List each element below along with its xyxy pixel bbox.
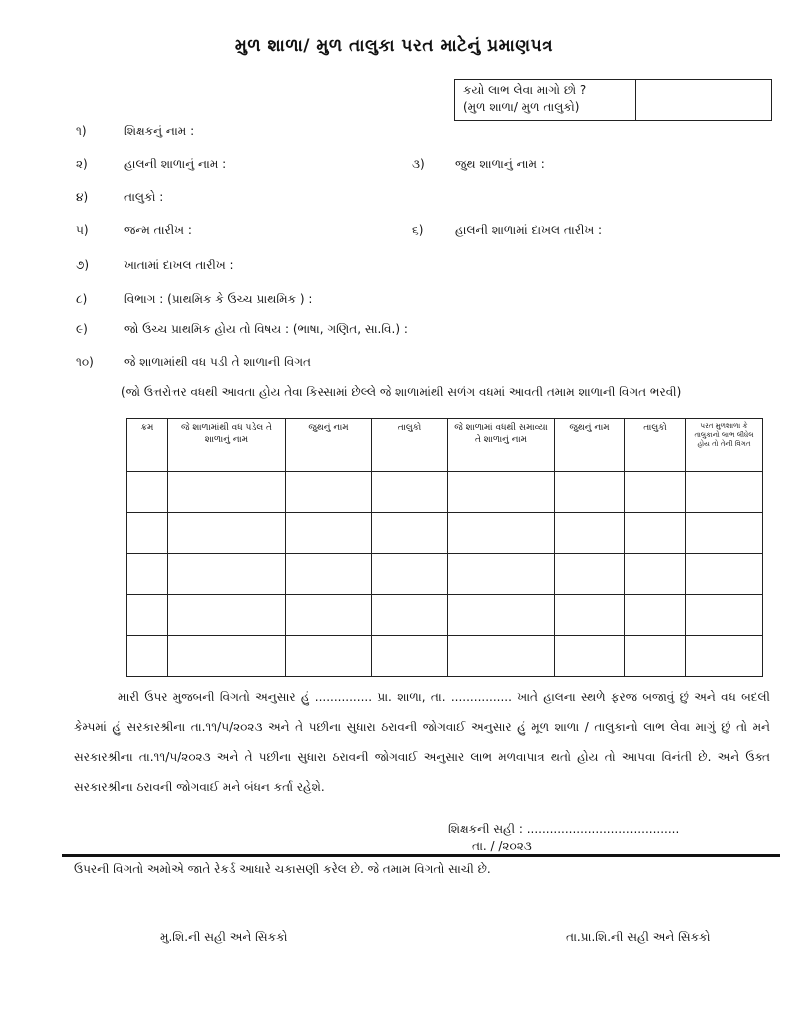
field-number-10: ૧૦) (76, 355, 94, 369)
section-divider (62, 854, 780, 857)
field-number-9: ૯) (76, 322, 88, 336)
benefit-question-line2: (મુળ શાળા/ મુળ તાલુકો) (463, 100, 580, 114)
table-row (127, 472, 763, 513)
col-header-surplus-school: જે શાળામાંથી વધ પડેલ તે શાળાનું નામ (168, 419, 286, 472)
teacher-signature-line: શિક્ષકની સહી : ........................................ (448, 822, 680, 836)
col-header-taluka-2: તાલુકો (625, 419, 686, 472)
field-number-4: ૪) (76, 190, 89, 204)
declaration-line-4: આપવા વિનંતી છે. અને ઉક્ત સરકારશ્રીના ઠરાવની જોગવાઈ મને બંધન કર્તા રહેશે. (74, 750, 770, 794)
field-number-7: ૭) (76, 258, 90, 272)
col-header-group-name: જુથનું નામ (286, 419, 372, 472)
benefit-question-line1: કયો લાભ લેવા માગો છો ? (463, 83, 587, 97)
table-row (127, 513, 763, 554)
declaration-line-3: લેવા માગું છું તો મને સરકારશ્રીના તા.૧૧/૫/૨૦૨૩ અને તે પછીના સુધારા ઠરાવની જોગવાઈ અનુસાર લાભ મળવાપાત્ર થતો હોય તો (74, 720, 770, 764)
field-taluka: તાલુકો : (124, 190, 164, 204)
field-number-1: ૧) (76, 124, 87, 138)
taluka-officer-signature-label: તા.પ્રા.શિ.ની સહી અને સિકકો (566, 930, 711, 944)
field-current-school-join-date: હાલની શાળામાં દાખલ તારીખ : (455, 223, 603, 237)
verification-statement: ઉપરની વિગતો અમોએ જાતે રેકર્ડ આધારે ચકાસણી કરેલ છે. જે તમામ વિગતો સાચી છે. (74, 862, 491, 876)
col-header-return-benefit: પરત મુળશાળા કે તાલુકાનો લાભ લીધેલ હોય તો તેની વિગત (686, 419, 763, 472)
field-number-2: ૨) (76, 157, 88, 171)
instruction-note: (જો ઉત્તરોત્તર વધથી આવતા હોય તેવા કિસ્સામાં છેલ્લે જે શાળામાંથી સળંગ વધમાં આવતી તમામ શાળાની વિગત ભરવી) (121, 385, 682, 399)
page-title: મુળ શાળા/ મુળ તાલુકા પરત માટેનું પ્રમાણપત્ર (234, 36, 554, 56)
field-number-6: ૬) (412, 223, 424, 237)
benefit-choice-box (454, 79, 772, 121)
table-row (127, 636, 763, 677)
col-header-serial: ક્રમ (127, 419, 168, 472)
declaration-line-1: મારી ઉપર મુજબની વિગતો અનુસાર હું ............... પ્રા. શાળા, તા. ................ ખાતે હાલના સ્થળે ફરજ બજાવું છું અને (118, 690, 716, 704)
col-header-absorbed-school: જે શાળામાં વધથી સમાવ્યા તે શાળાનું નામ (448, 419, 555, 472)
field-teacher-name: શિક્ષકનું નામ : (124, 124, 195, 138)
declaration-paragraph (74, 682, 770, 802)
benefit-question (455, 80, 636, 120)
field-department-join-date: ખાતામાં દાખલ તારીખ : (124, 258, 234, 272)
field-section: વિભાગ : (પ્રાથમિક કે ઉચ્ચ પ્રાથમિક ) : (124, 292, 313, 306)
principal-signature-label: મુ.શિ.ની સહી અને સિકકો (160, 930, 288, 944)
benefit-answer-field[interactable] (636, 80, 771, 120)
field-birth-date: જન્મ તારીખ : (124, 223, 192, 237)
field-number-3: ૩) (412, 157, 425, 171)
field-current-school: હાલની શાળાનું નામ : (124, 157, 227, 171)
field-surplus-school-details: જે શાળામાંથી વધ પડી તે શાળાની વિગત (124, 355, 311, 369)
field-number-8: ૮) (76, 292, 88, 306)
date-line: તા. / /૨૦૨૩ (472, 839, 532, 853)
field-number-5: ૫) (76, 223, 89, 237)
table-row (127, 554, 763, 595)
table-header-row (127, 419, 763, 472)
table-row (127, 595, 763, 636)
declaration-line-2: વધ બદલી કેમ્પમાં હું સરકારશ્રીના તા.૧૧/૫/૨૦૨૩ અને તે પછીના સુધારા ઠરાવની જોગવાઈ અનુસાર હું મૂળ શાળા / તાલુકાનો લાભ (74, 690, 770, 734)
field-subject: જો ઉચ્ચ પ્રાથમિક હોય તો વિષય : (ભાષા, ગણિત, સા.વિ.) : (124, 322, 408, 336)
field-group-school: જુથ શાળાનું નામ : (455, 157, 545, 171)
school-details-table (126, 418, 763, 677)
col-header-group-name-2: જુથનું નામ (555, 419, 625, 472)
col-header-taluka: તાલુકો (372, 419, 448, 472)
